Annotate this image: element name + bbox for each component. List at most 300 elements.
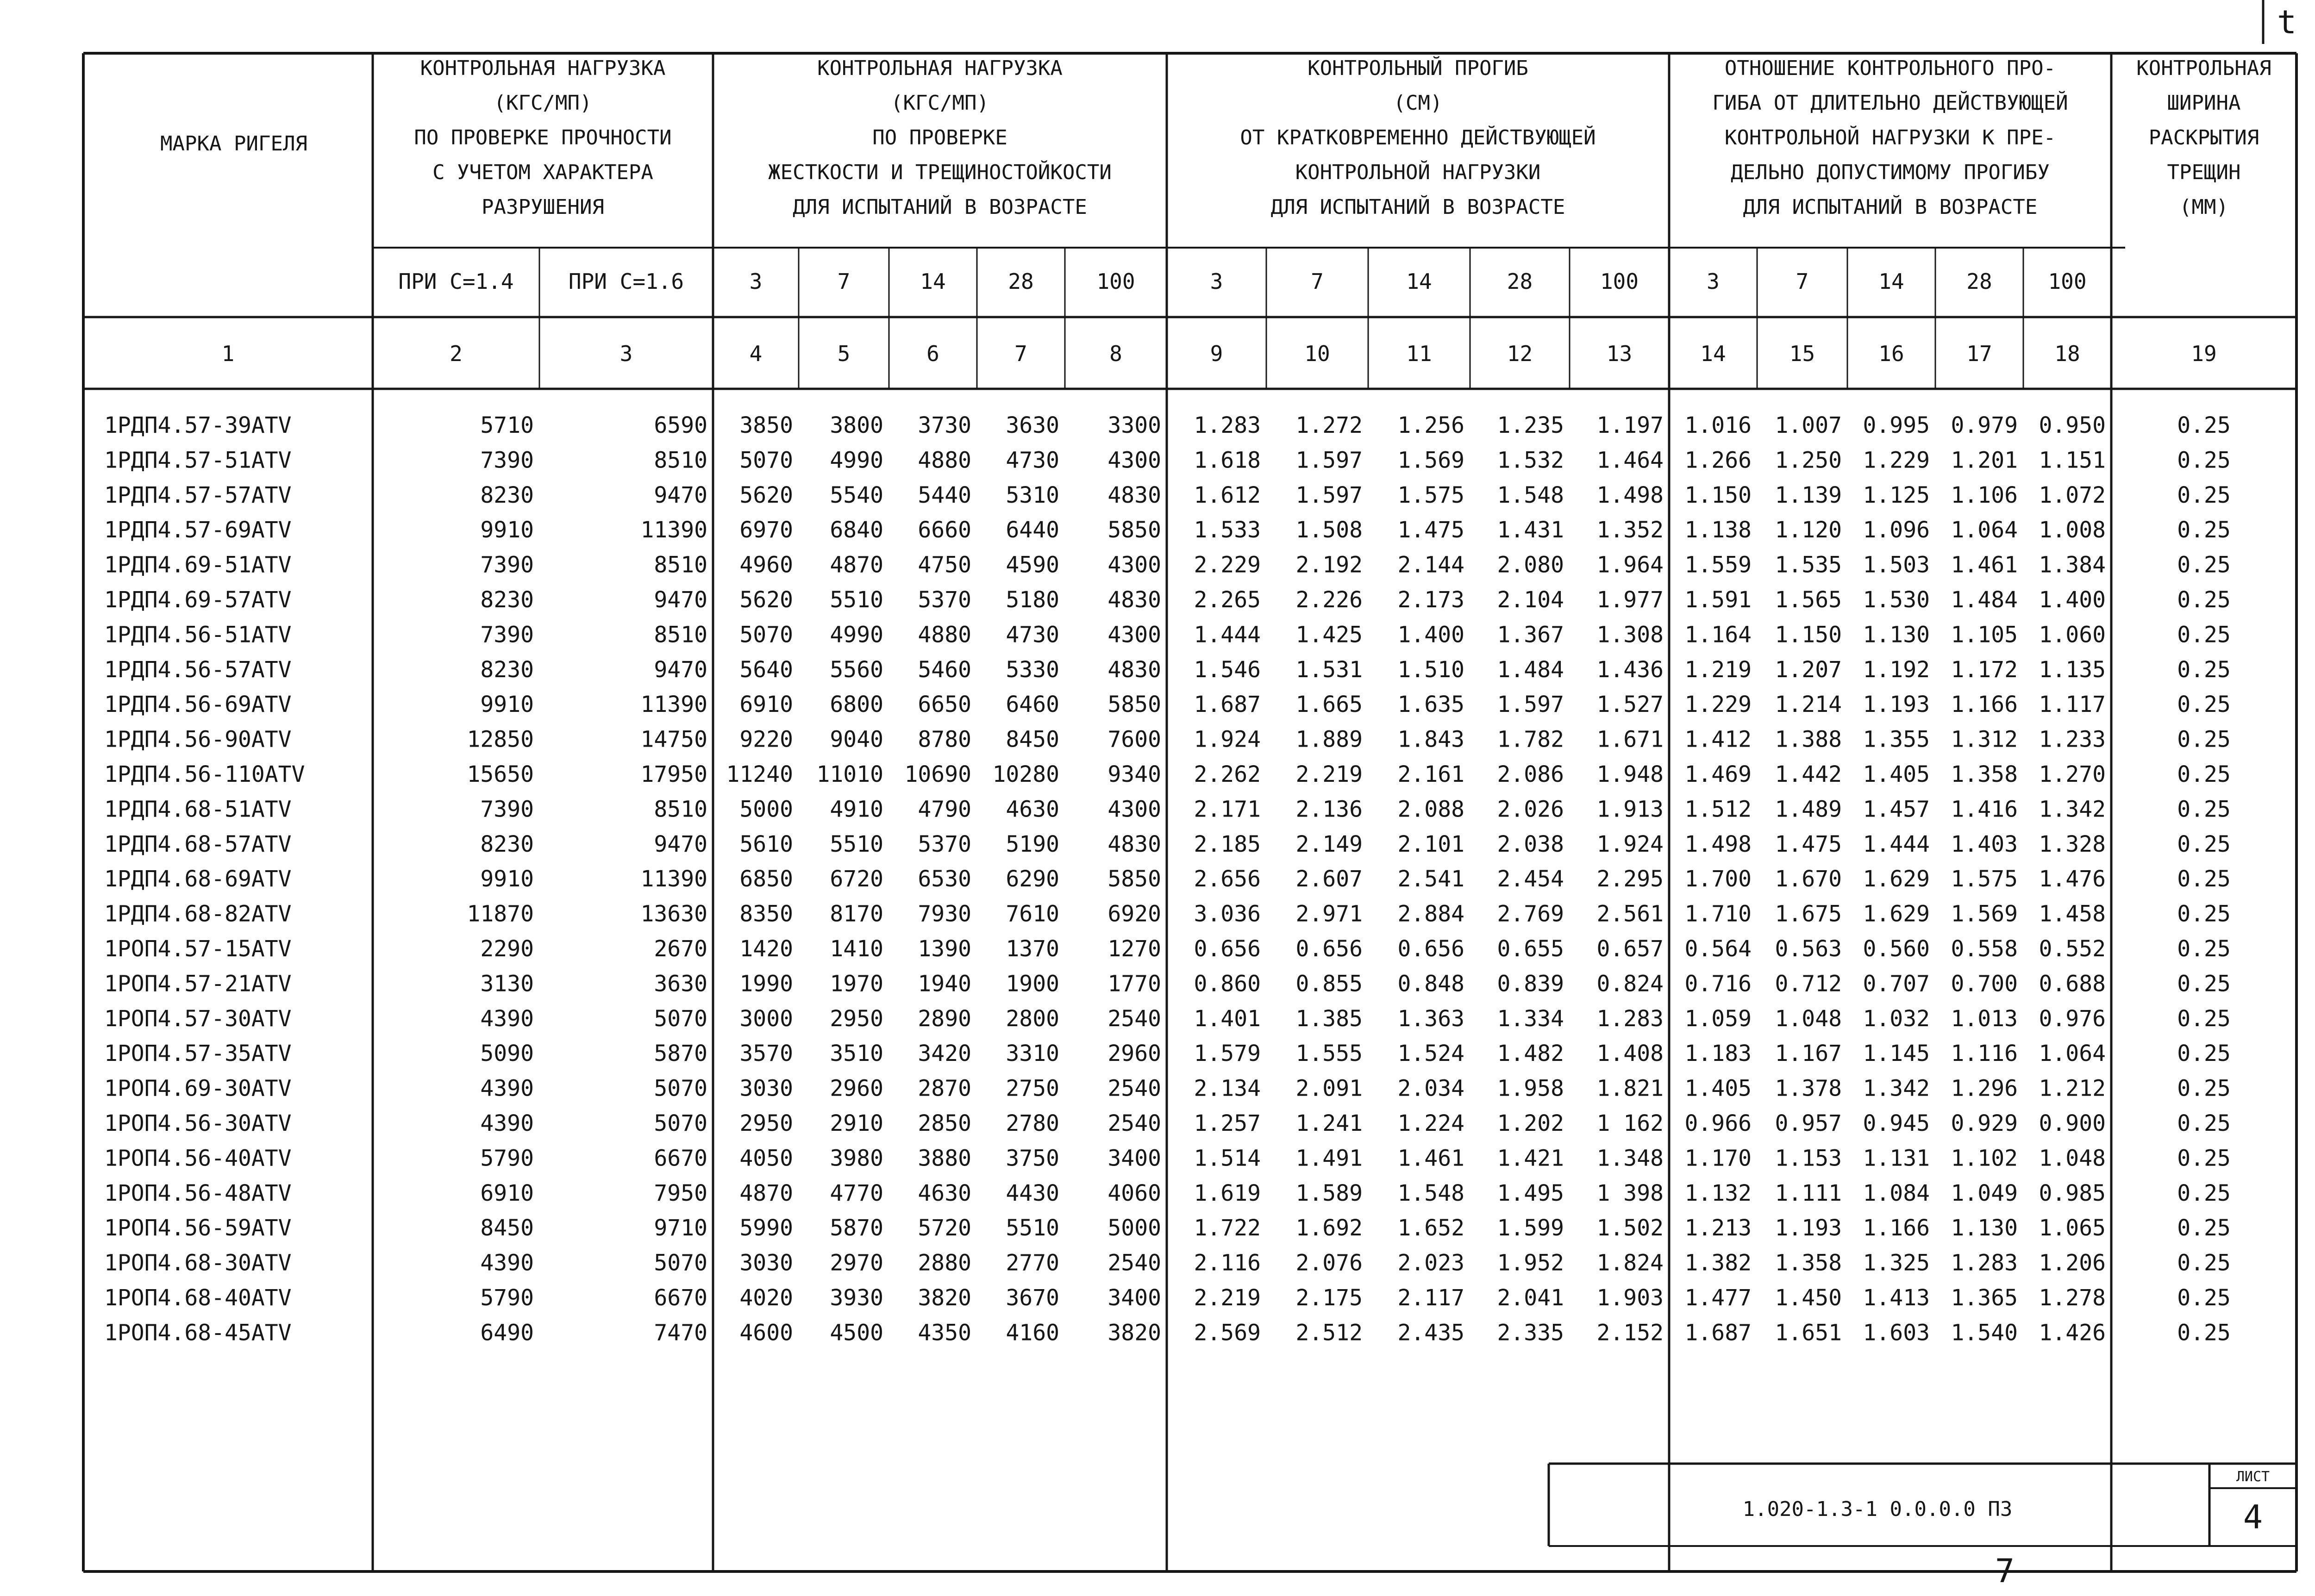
table-cell: 4830 (1107, 831, 1161, 857)
table-cell: 1.325 (1863, 1250, 1930, 1276)
table-cell: 1.145 (1863, 1041, 1930, 1067)
table-cell: 3130 (480, 971, 534, 997)
table-cell: 0.655 (1497, 936, 1564, 962)
table-cell: 7930 (918, 901, 971, 927)
table-cell: 1.444 (1863, 831, 1930, 857)
table-cell: 1.821 (1596, 1075, 1664, 1102)
table-cell: 1.824 (1596, 1250, 1664, 1276)
table-cell: 1.464 (1596, 447, 1664, 474)
table-cell: 9470 (654, 482, 707, 508)
table-cell: 0.929 (1951, 1110, 2018, 1136)
table-cell: 11390 (640, 692, 707, 718)
beam-mark: 1РОП4.56-40ATV (104, 1145, 292, 1172)
table-cell: 1.597 (1295, 447, 1363, 474)
beam-mark: 1РДП4.68-82ATV (104, 901, 292, 927)
header-line: КОНТРОЛЬНЫЙ ПРОГИБ (1308, 56, 1528, 80)
table-cell: 11240 (726, 761, 793, 787)
beam-mark: 1РОП4.56-48ATV (104, 1180, 292, 1206)
table-cell: 1.048 (2039, 1145, 2106, 1172)
table-cell: 1.032 (1863, 1005, 1930, 1032)
table-cell: 0.657 (1596, 936, 1664, 962)
table-cell: 9470 (654, 831, 707, 857)
table-cell: 1.348 (1596, 1145, 1664, 1172)
table-cell: 1.116 (1951, 1041, 2018, 1067)
table-cell: 2.219 (1295, 761, 1363, 787)
table-cell: 5790 (480, 1145, 534, 1172)
table-cell: 0.979 (1951, 412, 2018, 438)
table-cell: 1.405 (1684, 1075, 1752, 1102)
table-cell: 1.629 (1863, 901, 1930, 927)
table-cell: 0.25 (2177, 1110, 2231, 1136)
table-cell: 1770 (1107, 971, 1161, 997)
table-cell: 8230 (480, 831, 534, 857)
table-cell: 4390 (480, 1005, 534, 1032)
table-cell: 0.25 (2177, 1075, 2231, 1102)
table-cell: 1.007 (1775, 412, 1842, 438)
table-cell: 11870 (467, 901, 534, 927)
table-cell: 10690 (904, 761, 971, 787)
table-cell: 0.25 (2177, 552, 2231, 578)
table-cell: 1.508 (1295, 517, 1363, 543)
header-line: КОНТРОЛЬНОЙ НАГРУЗКИ (1295, 161, 1541, 184)
table-cell: 5510 (830, 587, 883, 613)
table-cell: 6970 (739, 517, 793, 543)
sheet-label: ЛИСТ (2236, 1469, 2270, 1485)
table-cell: 1.710 (1684, 901, 1752, 927)
table-cell: 5870 (830, 1215, 883, 1241)
table-cell: 5620 (739, 587, 793, 613)
table-cell: 4990 (830, 447, 883, 474)
subcolumn-label: 28 (1507, 269, 1533, 294)
table-cell: 1.484 (1497, 656, 1564, 683)
table-cell: 0.656 (1295, 936, 1363, 962)
subcolumn-label: 7 (1311, 269, 1324, 294)
subcolumn-label: 7 (1796, 269, 1809, 294)
table-cell: 1.444 (1194, 622, 1261, 648)
table-cell: 2.091 (1295, 1075, 1363, 1102)
table-cell: 1.597 (1295, 482, 1363, 508)
table-cell: 5560 (830, 656, 883, 683)
beam-mark: 1РОП4.57-35ATV (104, 1041, 292, 1067)
table-cell: 4630 (1006, 796, 1059, 823)
table-cell: 2950 (739, 1110, 793, 1136)
table-cell: 4870 (830, 552, 883, 578)
table-cell: 2.265 (1194, 587, 1261, 613)
table-cell: 1.958 (1497, 1075, 1564, 1102)
table-cell: 2.175 (1295, 1285, 1363, 1311)
table-cell: 7390 (480, 622, 534, 648)
table-cell: 11390 (640, 517, 707, 543)
table-cell: 2.884 (1397, 901, 1464, 927)
table-cell: 1.250 (1775, 447, 1842, 474)
table-cell: 1.138 (1684, 517, 1752, 543)
table-cell: 7610 (1006, 901, 1059, 927)
table-cell: 5070 (654, 1250, 707, 1276)
table-cell: 1.889 (1295, 726, 1363, 753)
table-cell: 1.378 (1775, 1075, 1842, 1102)
table-cell: 4770 (830, 1180, 883, 1206)
subcolumn-label: 100 (2048, 269, 2087, 294)
table-cell: 1.903 (1596, 1285, 1664, 1311)
table-cell: 2.262 (1194, 761, 1261, 787)
table-cell: 1.296 (1951, 1075, 2018, 1102)
table-cell: 4390 (480, 1250, 534, 1276)
table-cell: 2.512 (1295, 1320, 1363, 1346)
table-cell: 8510 (654, 796, 707, 823)
table-cell: 5190 (1006, 831, 1059, 857)
table-cell: 4050 (739, 1145, 793, 1172)
table-cell: 2.136 (1295, 796, 1363, 823)
table-cell: 1 398 (1596, 1180, 1664, 1206)
header-line: (ММ) (2179, 195, 2228, 219)
table-cell: 5790 (480, 1285, 534, 1311)
table-cell: 1.172 (1951, 656, 2018, 683)
table-cell: 1.489 (1775, 796, 1842, 823)
table-cell: 1.924 (1596, 831, 1664, 857)
table-cell: 5370 (918, 831, 971, 857)
table-cell: 2.541 (1397, 866, 1464, 892)
table-cell: 2.229 (1194, 552, 1261, 578)
table-cell: 5310 (1006, 482, 1059, 508)
table-cell: 1.153 (1775, 1145, 1842, 1172)
column-number: 15 (1789, 341, 1815, 366)
table-cell: 1.700 (1684, 866, 1752, 892)
table-cell: 1.498 (1684, 831, 1752, 857)
table-cell: 2540 (1107, 1110, 1161, 1136)
table-cell: 1.365 (1951, 1285, 2018, 1311)
table-cell: 2.295 (1596, 866, 1664, 892)
table-cell: 1.183 (1684, 1041, 1752, 1067)
table-cell: 1.229 (1684, 692, 1752, 718)
table-cell: 2.144 (1397, 552, 1464, 578)
sheet-number: 4 (2243, 1498, 2263, 1536)
table-cell: 3750 (1006, 1145, 1059, 1172)
table-cell: 9220 (739, 726, 793, 753)
table-cell: 5720 (918, 1215, 971, 1241)
table-cell: 2800 (1006, 1005, 1059, 1032)
subcolumn-label: 28 (1966, 269, 1992, 294)
corner-mark-text: t (2277, 3, 2297, 41)
table-cell: 4990 (830, 622, 883, 648)
table-cell: 2970 (830, 1250, 883, 1276)
table-cell: 1.575 (1951, 866, 2018, 892)
header-line: ТРЕЩИН (2167, 161, 2241, 184)
beam-mark: 1РОП4.56-30ATV (104, 1110, 292, 1136)
table-cell: 1.388 (1775, 726, 1842, 753)
table-cell: 1.270 (2039, 761, 2106, 787)
column-number: 4 (749, 341, 763, 366)
document-code: 1.020-1.3-1 0.0.0.0 ПЗ (1742, 1497, 2013, 1521)
table-cell: 1390 (918, 936, 971, 962)
table-cell: 1.120 (1775, 517, 1842, 543)
table-cell: 1.569 (1951, 901, 2018, 927)
table-cell: 2.038 (1497, 831, 1564, 857)
column-number: 2 (450, 341, 463, 366)
table-cell: 7950 (654, 1180, 707, 1206)
table-cell: 1.235 (1497, 412, 1564, 438)
table-cell: 1.675 (1775, 901, 1842, 927)
table-cell: 13630 (640, 901, 707, 927)
table-cell: 1.105 (1951, 622, 2018, 648)
table-cell: 4600 (739, 1320, 793, 1346)
column-number: 8 (1109, 341, 1122, 366)
table-cell: 0.995 (1863, 412, 1930, 438)
table-cell: 17950 (640, 761, 707, 787)
table-cell: 1.214 (1775, 692, 1842, 718)
column-number: 3 (619, 341, 633, 366)
table-cell: 1.328 (2039, 831, 2106, 857)
table-cell: 8450 (480, 1215, 534, 1241)
table-cell: 1.166 (1951, 692, 2018, 718)
table-cell: 6920 (1107, 901, 1161, 927)
table-cell: 1.167 (1775, 1041, 1842, 1067)
table-cell: 1.272 (1295, 412, 1363, 438)
subcolumn-label: 14 (920, 269, 946, 294)
table-cell: 1.130 (1863, 622, 1930, 648)
table-cell: 8510 (654, 552, 707, 578)
table-cell: 3000 (739, 1005, 793, 1032)
table-cell: 0.25 (2177, 726, 2231, 753)
table-cell: 5000 (739, 796, 793, 823)
table-cell: 3670 (1006, 1285, 1059, 1311)
table-cell: 4830 (1107, 482, 1161, 508)
header-line: ШИРИНА (2167, 91, 2241, 115)
table-cell: 1.952 (1497, 1250, 1564, 1276)
table-cell: 1.352 (1596, 517, 1664, 543)
table-cell: 1.308 (1596, 622, 1664, 648)
table-cell: 5620 (739, 482, 793, 508)
table-cell: 7470 (654, 1320, 707, 1346)
subcolumn-label: 3 (1210, 269, 1223, 294)
table-cell: 0.976 (2039, 1005, 2106, 1032)
table-cell: 1.256 (1397, 412, 1464, 438)
table-cell: 1.530 (1863, 587, 1930, 613)
beam-mark: 1РДП4.57-69ATV (104, 517, 292, 543)
table-cell: 0.25 (2177, 447, 2231, 474)
column-number: 16 (1878, 341, 1904, 366)
table-cell: 1.503 (1863, 552, 1930, 578)
table-cell: 6530 (918, 866, 971, 892)
beam-mark: 1РОП4.68-30ATV (104, 1250, 292, 1276)
table-cell: 1.977 (1596, 587, 1664, 613)
table-cell: 2.117 (1397, 1285, 1464, 1311)
table-cell: 1.384 (2039, 552, 2106, 578)
column-number: 6 (926, 341, 939, 366)
table-cell: 5330 (1006, 656, 1059, 683)
table-cell: 1.559 (1684, 552, 1752, 578)
table-cell: 2.034 (1397, 1075, 1464, 1102)
table-cell: 2.219 (1194, 1285, 1261, 1311)
table-cell: 1410 (830, 936, 883, 962)
table-cell: 3310 (1006, 1041, 1059, 1067)
table-cell: 1.400 (2039, 587, 2106, 613)
column-number: 7 (1014, 341, 1027, 366)
table-cell: 1.150 (1775, 622, 1842, 648)
table-cell: 0.848 (1397, 971, 1464, 997)
table-cell: 1.532 (1497, 447, 1564, 474)
table-cell: 4060 (1107, 1180, 1161, 1206)
table-cell: 0.860 (1194, 971, 1261, 997)
table-cell: 3400 (1107, 1145, 1161, 1172)
table-cell: 1.072 (2039, 482, 2106, 508)
table-cell: 0.25 (2177, 412, 2231, 438)
table-cell: 2750 (1006, 1075, 1059, 1102)
table-cell: 1.502 (1596, 1215, 1664, 1241)
table-cell: 3880 (918, 1145, 971, 1172)
table-cell: 7390 (480, 796, 534, 823)
beam-mark: 1РОП4.69-30ATV (104, 1075, 292, 1102)
beam-mark: 1РДП4.68-51ATV (104, 796, 292, 823)
table-cell: 6440 (1006, 517, 1059, 543)
beam-mark: 1РОП4.57-15ATV (104, 936, 292, 962)
table-cell: 5440 (918, 482, 971, 508)
table-cell: 5510 (830, 831, 883, 857)
table-cell: 1.241 (1295, 1110, 1363, 1136)
table-cell: 6910 (739, 692, 793, 718)
table-cell: 0.552 (2039, 936, 2106, 962)
table-cell: 1.229 (1863, 447, 1930, 474)
table-cell: 1.589 (1295, 1180, 1363, 1206)
table-cell: 3850 (739, 412, 793, 438)
header-line: ОТ КРАТКОВРЕМЕННО ДЕЙСТВУЮЩЕЙ (1240, 126, 1596, 150)
table-cell: 1.450 (1775, 1285, 1842, 1311)
column-number: 19 (2191, 341, 2217, 366)
table-cell: 1.524 (1397, 1041, 1464, 1067)
header-line: КОНТРОЛЬНОЙ НАГРУЗКИ К ПРЕ- (1724, 126, 2056, 150)
table-cell: 3630 (1006, 412, 1059, 438)
table-cell: 0.957 (1775, 1110, 1842, 1136)
table-cell: 5090 (480, 1041, 534, 1067)
table-cell: 5180 (1006, 587, 1059, 613)
table-cell: 0.25 (2177, 1180, 2231, 1206)
beam-mark: 1РДП4.68-69ATV (104, 866, 292, 892)
table-cell: 1.948 (1596, 761, 1664, 787)
table-cell: 1.843 (1397, 726, 1464, 753)
table-cell: 1.193 (1863, 692, 1930, 718)
table-cell: 1.618 (1194, 447, 1261, 474)
table-cell: 7390 (480, 447, 534, 474)
table-cell: 2.080 (1497, 552, 1564, 578)
table-cell: 1.498 (1596, 482, 1664, 508)
table-cell: 0.25 (2177, 656, 2231, 683)
table-cell: 1.358 (1951, 761, 2018, 787)
table-cell: 6910 (480, 1180, 534, 1206)
table-cell: 2.561 (1596, 901, 1664, 927)
table-cell: 1.106 (1951, 482, 2018, 508)
table-cell: 1.514 (1194, 1145, 1261, 1172)
table-cell: 1.510 (1397, 656, 1464, 683)
table-cell: 1.565 (1775, 587, 1842, 613)
table-cell: 3.036 (1194, 901, 1261, 927)
table-cell: 1.102 (1951, 1145, 2018, 1172)
table-cell: 4960 (739, 552, 793, 578)
table-cell: 1.283 (1194, 412, 1261, 438)
table-cell: 1.111 (1775, 1180, 1842, 1206)
table-cell: 0.25 (2177, 1041, 2231, 1067)
beam-mark: 1РОП4.57-21ATV (104, 971, 292, 997)
table-cell: 4350 (918, 1320, 971, 1346)
table-cell: 1.150 (1684, 482, 1752, 508)
table-cell: 2770 (1006, 1250, 1059, 1276)
table-cell: 5460 (918, 656, 971, 683)
table-cell: 1.651 (1775, 1320, 1842, 1346)
header-line: КОНТРОЛЬНАЯ (2136, 56, 2271, 80)
table-cell: 1.484 (1951, 587, 2018, 613)
table-cell: 2870 (918, 1075, 971, 1102)
table-cell: 3400 (1107, 1285, 1161, 1311)
table-cell: 0.25 (2177, 1005, 2231, 1032)
table-cell: 1.555 (1295, 1041, 1363, 1067)
beam-mark: 1РДП4.69-57ATV (104, 587, 292, 613)
header-line: ЖЕСТКОСТИ И ТРЕЩИНОСТОЙКОСТИ (768, 161, 1112, 184)
table-cell: 0.25 (2177, 1250, 2231, 1276)
table-cell: 4630 (918, 1180, 971, 1206)
table-cell: 1.665 (1295, 692, 1363, 718)
table-cell: 1370 (1006, 936, 1059, 962)
beam-mark: 1РОП4.68-40ATV (104, 1285, 292, 1311)
table-cell: 2.149 (1295, 831, 1363, 857)
beam-mark: 1РДП4.69-51ATV (104, 552, 292, 578)
table-cell: 0.945 (1863, 1110, 1930, 1136)
header-line: ПО ПРОВЕРКЕ ПРОЧНОСТИ (414, 126, 672, 150)
table-cell: 5070 (654, 1075, 707, 1102)
table-cell: 1.096 (1863, 517, 1930, 543)
table-cell: 7390 (480, 552, 534, 578)
table-cell: 1.084 (1863, 1180, 1930, 1206)
table-cell: 1.416 (1951, 796, 2018, 823)
table-cell: 1.049 (1951, 1180, 2018, 1206)
table-cell: 5070 (739, 447, 793, 474)
table-cell: 8230 (480, 656, 534, 683)
table-cell: 4020 (739, 1285, 793, 1311)
header-line: КОНТРОЛЬНАЯ НАГРУЗКА (817, 56, 1063, 80)
table-cell: 2.607 (1295, 866, 1363, 892)
table-cell: 2.226 (1295, 587, 1363, 613)
table-cell: 3930 (830, 1285, 883, 1311)
table-cell: 1.135 (2039, 656, 2106, 683)
table-cell: 0.25 (2177, 796, 2231, 823)
table-cell: 0.25 (2177, 971, 2231, 997)
table-cell: 6850 (739, 866, 793, 892)
table-cell: 4870 (739, 1180, 793, 1206)
beam-mark: 1РДП4.57-39ATV (104, 412, 292, 438)
table-cell: 0.950 (2039, 412, 2106, 438)
table-cell: 1.475 (1397, 517, 1464, 543)
table-cell: 1.016 (1684, 412, 1752, 438)
table-cell: 1420 (739, 936, 793, 962)
table-cell: 1.401 (1194, 1005, 1261, 1032)
header-line: РАСКРЫТИЯ (2148, 126, 2259, 150)
table-cell: 9340 (1107, 761, 1161, 787)
header-line: ДЛЯ ИСПЫТАНИЙ В ВОЗРАСТЕ (1270, 195, 1565, 219)
column-number: 18 (2054, 341, 2080, 366)
table-cell: 1.457 (1863, 796, 1930, 823)
table-cell: 0.563 (1775, 936, 1842, 962)
table-cell: 2.023 (1397, 1250, 1464, 1276)
table-cell: 1.405 (1863, 761, 1930, 787)
table-cell: 2.104 (1497, 587, 1564, 613)
table-cell: 1.192 (1863, 656, 1930, 683)
header-line: КОНТРОЛЬНАЯ НАГРУЗКА (420, 56, 666, 80)
table-cell: 1.224 (1397, 1110, 1464, 1136)
table-cell: 1.278 (2039, 1285, 2106, 1311)
table-cell: 0.712 (1775, 971, 1842, 997)
table-cell: 6720 (830, 866, 883, 892)
table-cell: 4730 (1006, 622, 1059, 648)
table-cell: 3030 (739, 1075, 793, 1102)
table-cell: 4390 (480, 1075, 534, 1102)
table-cell: 11010 (816, 761, 883, 787)
